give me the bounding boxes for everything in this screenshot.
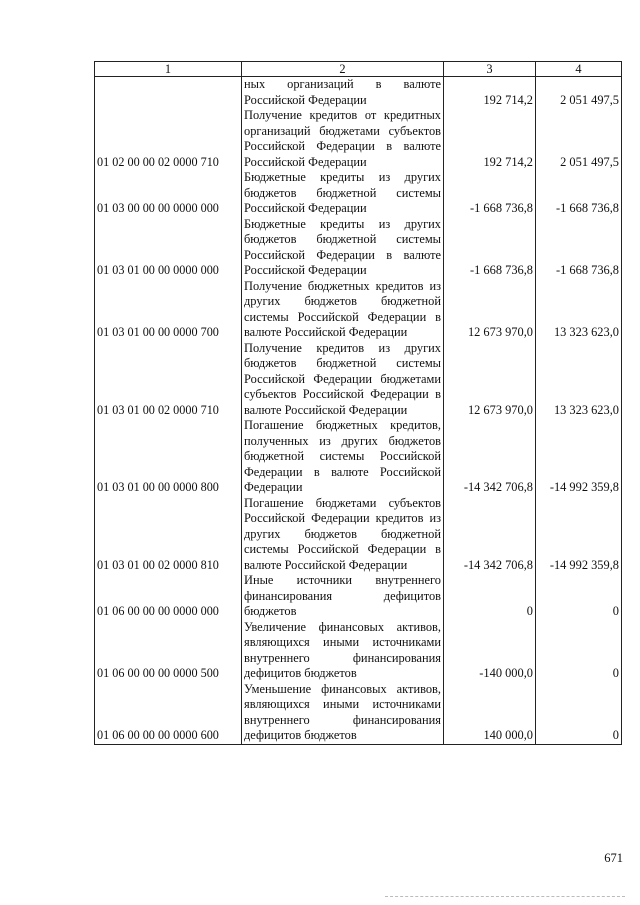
row-description: Погашение бюджетных кредитов, полученных из других бюджетов бюджетной системы Российской Федерации в валюте Российской Федерации	[242, 418, 444, 496]
row-description: ных организаций в валюте Российской Федерации	[242, 77, 444, 109]
row-description: Уменьшение финансовых активов, являющихся иными источниками внутреннего финансирования дефицитов бюджетов	[242, 682, 444, 745]
table-row	[95, 418, 622, 496]
row-value-col3: 12 673 970,0	[444, 341, 536, 419]
table-body	[95, 77, 622, 745]
table-row	[95, 279, 622, 341]
row-code: 01 03 01 00 00 0000 000	[95, 217, 242, 279]
row-description: Увеличение финансовых активов, являющихся иными источниками внутреннего финансирования дефицитов бюджетов	[242, 620, 444, 682]
row-description: Бюджетные кредиты из других бюджетов бюджетной системы Российской Федерации	[242, 170, 444, 217]
row-value-col3: -14 342 706,8	[444, 496, 536, 574]
row-value-col3: 12 673 970,0	[444, 279, 536, 341]
row-code: 01 06 00 00 00 0000 600	[95, 682, 242, 745]
row-description: Получение бюджетных кредитов из других бюджетов бюджетной системы Российской Федерации в валюте Российской Федерации	[242, 279, 444, 341]
row-value-col4: -1 668 736,8	[536, 217, 622, 279]
row-value-col4: -14 992 359,8	[536, 496, 622, 574]
row-value-col4: 0	[536, 682, 622, 745]
table-row	[95, 217, 622, 279]
table-row	[95, 682, 622, 745]
row-code: 01 03 00 00 00 0000 000	[95, 170, 242, 217]
row-value-col3: 192 714,2	[444, 108, 536, 170]
row-value-col4: 13 323 623,0	[536, 279, 622, 341]
header-col-4: 4	[536, 62, 622, 77]
row-description: Погашение бюджетами субъектов Российской Федерации кредитов из других бюджетов бюджетной системы Российской Федерации в валюте Российской Федерации	[242, 496, 444, 574]
row-value-col4: 0	[536, 573, 622, 620]
row-value-col3: 192 714,2	[444, 77, 536, 109]
row-value-col4: -14 992 359,8	[536, 418, 622, 496]
row-code: 01 02 00 00 02 0000 710	[95, 108, 242, 170]
table-row	[95, 77, 622, 109]
row-code: 01 03 01 00 02 0000 810	[95, 496, 242, 574]
row-value-col3: -1 668 736,8	[444, 217, 536, 279]
row-code: 01 03 01 00 00 0000 800	[95, 418, 242, 496]
row-description: Бюджетные кредиты из других бюджетов бюджетной системы Российской Федерации в валюте Российской Федерации	[242, 217, 444, 279]
row-value-col4: 13 323 623,0	[536, 341, 622, 419]
row-value-col4: 0	[536, 620, 622, 682]
header-col-1: 1	[95, 62, 242, 77]
table-header	[95, 62, 622, 77]
row-code: 01 03 01 00 00 0000 700	[95, 279, 242, 341]
table-row	[95, 620, 622, 682]
row-value-col4: 2 051 497,5	[536, 108, 622, 170]
row-value-col3: -14 342 706,8	[444, 418, 536, 496]
row-description: Получение кредитов из других бюджетов бюджетной системы Российской Федерации бюджетами субъектов Российской Федерации в валюте Российской Федерации	[242, 341, 444, 419]
row-description: Иные источники внутреннего финансирования дефицитов бюджетов	[242, 573, 444, 620]
table-row	[95, 341, 622, 419]
page-number: 671	[604, 851, 623, 865]
table-row	[95, 108, 622, 170]
row-code: 01 06 00 00 00 0000 500	[95, 620, 242, 682]
header-col-2: 2	[242, 62, 444, 77]
table-row	[95, 170, 622, 217]
table-header-row	[95, 62, 622, 77]
table-row	[95, 573, 622, 620]
row-value-col4: -1 668 736,8	[536, 170, 622, 217]
row-value-col3: -140 000,0	[444, 620, 536, 682]
row-code: 01 03 01 00 02 0000 710	[95, 341, 242, 419]
row-value-col3: 0	[444, 573, 536, 620]
budget-sources-table	[94, 61, 622, 745]
row-code	[95, 77, 242, 109]
scan-edge-marks	[385, 896, 625, 897]
header-col-3: 3	[444, 62, 536, 77]
row-code: 01 06 00 00 00 0000 000	[95, 573, 242, 620]
row-value-col3: -1 668 736,8	[444, 170, 536, 217]
row-value-col4: 2 051 497,5	[536, 77, 622, 109]
row-description: Получение кредитов от кредитных организаций бюджетами субъектов Российской Федерации в валюте Российской Федерации	[242, 108, 444, 170]
table-row	[95, 496, 622, 574]
row-value-col3: 140 000,0	[444, 682, 536, 745]
